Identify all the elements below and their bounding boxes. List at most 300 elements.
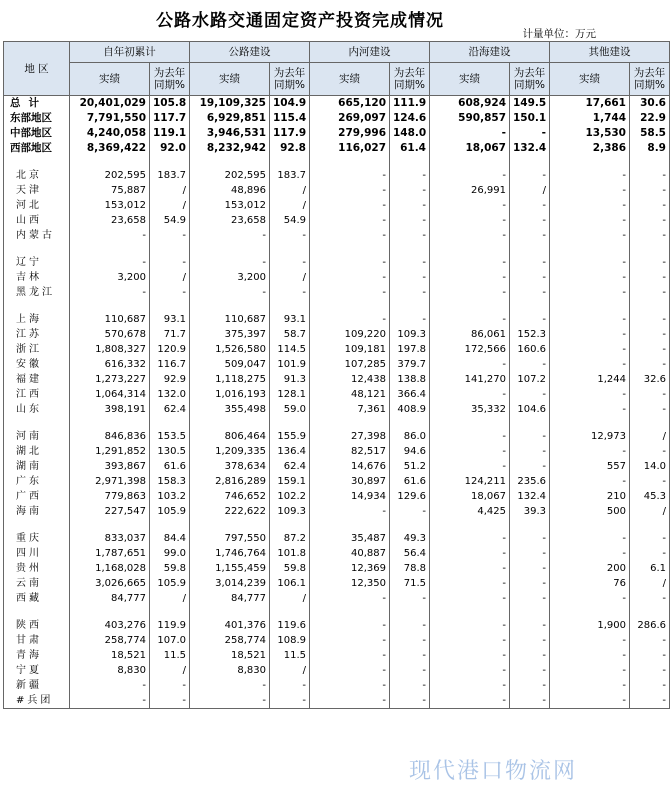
table-cell: 806,464 [190, 429, 270, 444]
table-cell: - [310, 591, 390, 606]
region-name: 广东 [4, 474, 70, 489]
table-cell: 61.4 [390, 141, 430, 156]
table-cell: 30.6 [630, 96, 670, 112]
table-cell: - [310, 504, 390, 519]
table-cell: - [510, 255, 550, 270]
table-cell: - [510, 312, 550, 327]
table-cell: 1,746,764 [190, 546, 270, 561]
table-cell: - [550, 168, 630, 183]
table-cell: 92.9 [150, 372, 190, 387]
region-name: 陕西 [4, 618, 70, 633]
table-cell: 149.5 [510, 96, 550, 112]
table-cell: - [390, 312, 430, 327]
table-cell: - [270, 285, 310, 300]
table-cell: 403,276 [70, 618, 150, 633]
table-cell: 1,016,193 [190, 387, 270, 402]
table-cell: - [510, 663, 550, 678]
table-cell: / [630, 576, 670, 591]
table-cell: 12,973 [550, 429, 630, 444]
table-cell: - [550, 693, 630, 709]
table-cell: 158.3 [150, 474, 190, 489]
table-cell: 35,332 [430, 402, 510, 417]
table-cell: 141,270 [430, 372, 510, 387]
table-cell: - [390, 198, 430, 213]
table-cell: - [630, 228, 670, 243]
table-cell: - [190, 285, 270, 300]
region-name: 重庆 [4, 531, 70, 546]
table-cell: 6,929,851 [190, 111, 270, 126]
table-row [4, 561, 670, 576]
table-cell: 32.6 [630, 372, 670, 387]
table-cell: - [310, 693, 390, 709]
table-cell: - [510, 168, 550, 183]
region-name: 辽宁 [4, 255, 70, 270]
table-cell: 101.8 [270, 546, 310, 561]
table-cell: - [550, 633, 630, 648]
table-cell: - [390, 168, 430, 183]
table-cell: 105.9 [150, 504, 190, 519]
table-cell: - [390, 618, 430, 633]
table-cell: 39.3 [510, 504, 550, 519]
table-cell: - [190, 255, 270, 270]
table-cell: - [430, 444, 510, 459]
table-cell: 86,061 [430, 327, 510, 342]
table-cell: - [310, 168, 390, 183]
table-cell: 8.9 [630, 141, 670, 156]
table-row [4, 546, 670, 561]
table-cell: - [310, 633, 390, 648]
region-name: #兵团 [4, 693, 70, 709]
table-cell: 110,687 [190, 312, 270, 327]
table-cell: - [430, 546, 510, 561]
table-cell: - [630, 591, 670, 606]
table-row [4, 270, 670, 285]
table-row [4, 255, 670, 270]
table-cell: 82,517 [310, 444, 390, 459]
table-row [4, 372, 670, 387]
ratio-header: 为去年同期% [150, 63, 190, 96]
table-cell: / [510, 183, 550, 198]
table-cell: / [270, 663, 310, 678]
ratio-header: 为去年同期% [510, 63, 550, 96]
table-cell: 129.6 [390, 489, 430, 504]
table-cell: - [430, 228, 510, 243]
region-name: 内蒙古 [4, 228, 70, 243]
table-cell: - [70, 255, 150, 270]
table-cell: 105.8 [150, 96, 190, 112]
actual-header: 实绩 [430, 63, 510, 96]
table-cell: 258,774 [190, 633, 270, 648]
table-cell: - [70, 693, 150, 709]
table-cell: 1,244 [550, 372, 630, 387]
table-row [4, 357, 670, 372]
table-cell: 136.4 [270, 444, 310, 459]
region-name: 山西 [4, 213, 70, 228]
table-cell: - [310, 255, 390, 270]
table-cell: 119.1 [150, 126, 190, 141]
table-cell: 51.2 [390, 459, 430, 474]
table-body [4, 96, 670, 709]
table-cell: 408.9 [390, 402, 430, 417]
region-name: 中部地区 [4, 126, 70, 141]
table-cell: 11.5 [150, 648, 190, 663]
table-row [4, 474, 670, 489]
table-cell: 92.8 [270, 141, 310, 156]
table-cell: 3,200 [70, 270, 150, 285]
ratio-header: 为去年同期% [270, 63, 310, 96]
table-cell: 7,791,550 [70, 111, 150, 126]
table-cell: 2,816,289 [190, 474, 270, 489]
table-cell: / [150, 198, 190, 213]
table-cell: - [510, 198, 550, 213]
table-row [4, 504, 670, 519]
table-cell: 62.4 [150, 402, 190, 417]
table-cell: 14,934 [310, 489, 390, 504]
table-cell: 76 [550, 576, 630, 591]
table-cell: - [310, 183, 390, 198]
table-cell: - [70, 285, 150, 300]
table-cell: 109,181 [310, 342, 390, 357]
table-cell: - [430, 429, 510, 444]
table-cell: - [630, 312, 670, 327]
table-cell: - [630, 648, 670, 663]
table-cell: / [270, 183, 310, 198]
table-cell: - [150, 255, 190, 270]
region-name: 云南 [4, 576, 70, 591]
table-row [4, 198, 670, 213]
spacer-row [4, 300, 670, 312]
table-cell: - [550, 531, 630, 546]
table-cell: - [430, 591, 510, 606]
table-cell: 227,547 [70, 504, 150, 519]
table-cell: - [310, 228, 390, 243]
region-name: 总计 [4, 96, 70, 112]
table-cell: 6.1 [630, 561, 670, 576]
group-header-highway: 公路建设 [190, 42, 310, 63]
table-cell: - [630, 546, 670, 561]
table-cell: - [310, 678, 390, 693]
table-cell: 509,047 [190, 357, 270, 372]
table-cell: - [430, 576, 510, 591]
table-cell: - [630, 387, 670, 402]
spacer-row [4, 606, 670, 618]
table-cell: - [550, 546, 630, 561]
table-cell: 91.3 [270, 372, 310, 387]
table-cell: - [150, 285, 190, 300]
region-name: 湖北 [4, 444, 70, 459]
investment-table [3, 41, 670, 709]
table-cell: - [630, 531, 670, 546]
table-cell: 22.9 [630, 111, 670, 126]
region-name: 安徽 [4, 357, 70, 372]
table-cell: - [390, 663, 430, 678]
table-cell: - [550, 591, 630, 606]
table-cell: 12,438 [310, 372, 390, 387]
table-cell: 210 [550, 489, 630, 504]
table-cell: - [510, 546, 550, 561]
table-cell: - [630, 444, 670, 459]
table-cell: / [150, 663, 190, 678]
table-row [4, 678, 670, 693]
table-cell: - [630, 198, 670, 213]
table-cell: - [270, 678, 310, 693]
table-cell: 75,887 [70, 183, 150, 198]
table-cell: / [270, 270, 310, 285]
table-cell: 26,991 [430, 183, 510, 198]
region-name: 河北 [4, 198, 70, 213]
table-cell: 160.6 [510, 342, 550, 357]
region-name: 甘肃 [4, 633, 70, 648]
table-cell: 107.2 [510, 372, 550, 387]
region-name: 福建 [4, 372, 70, 387]
table-cell: 18,521 [70, 648, 150, 663]
table-cell: 117.9 [270, 126, 310, 141]
table-cell: / [150, 183, 190, 198]
table-cell: - [310, 270, 390, 285]
table-cell: - [510, 270, 550, 285]
table-cell: 1,209,335 [190, 444, 270, 459]
table-row [4, 141, 670, 156]
table-cell: 1,168,028 [70, 561, 150, 576]
table-cell: - [310, 213, 390, 228]
table-cell: 108.9 [270, 633, 310, 648]
table-cell: 54.9 [270, 213, 310, 228]
table-row [4, 444, 670, 459]
table-cell: - [630, 342, 670, 357]
table-row [4, 327, 670, 342]
table-cell: 378,634 [190, 459, 270, 474]
table-cell: - [550, 663, 630, 678]
table-row [4, 459, 670, 474]
table-cell: 102.2 [270, 489, 310, 504]
table-row [4, 693, 670, 709]
table-cell: 12,350 [310, 576, 390, 591]
table-cell: 8,232,942 [190, 141, 270, 156]
actual-header: 实绩 [70, 63, 150, 96]
table-cell: 665,120 [310, 96, 390, 112]
table-cell: - [430, 357, 510, 372]
table-cell: 49.3 [390, 531, 430, 546]
table-cell: 11.5 [270, 648, 310, 663]
table-cell: 124,211 [430, 474, 510, 489]
table-cell: 48,121 [310, 387, 390, 402]
table-cell: 93.1 [150, 312, 190, 327]
table-row [4, 576, 670, 591]
table-cell: - [190, 678, 270, 693]
table-cell: 110,687 [70, 312, 150, 327]
table-cell: 616,332 [70, 357, 150, 372]
table-cell: 279,996 [310, 126, 390, 141]
table-cell: 148.0 [390, 126, 430, 141]
table-cell: - [550, 327, 630, 342]
table-cell: - [550, 228, 630, 243]
table-cell: - [430, 648, 510, 663]
table-row [4, 111, 670, 126]
region-name: 四川 [4, 546, 70, 561]
table-cell: - [150, 228, 190, 243]
table-cell: 128.1 [270, 387, 310, 402]
table-cell: - [430, 459, 510, 474]
table-cell: - [550, 474, 630, 489]
table-cell: 2,971,398 [70, 474, 150, 489]
table-cell: - [390, 228, 430, 243]
table-cell: 1,064,314 [70, 387, 150, 402]
table-row [4, 387, 670, 402]
table-row [4, 342, 670, 357]
table-row [4, 126, 670, 141]
table-cell: 109.3 [270, 504, 310, 519]
table-cell: - [430, 198, 510, 213]
table-cell: 20,401,029 [70, 96, 150, 112]
table-cell: 104.9 [270, 96, 310, 112]
table-cell: 59.0 [270, 402, 310, 417]
table-cell: - [310, 285, 390, 300]
table-row [4, 591, 670, 606]
spacer-row [4, 519, 670, 531]
table-cell: - [510, 576, 550, 591]
table-cell: - [630, 402, 670, 417]
table-cell: - [390, 285, 430, 300]
region-name: 宁夏 [4, 663, 70, 678]
table-cell: - [390, 591, 430, 606]
table-cell: 590,857 [430, 111, 510, 126]
table-cell: 608,924 [430, 96, 510, 112]
table-cell: - [510, 561, 550, 576]
table-cell: - [550, 270, 630, 285]
table-cell: - [510, 693, 550, 709]
table-cell: 40,887 [310, 546, 390, 561]
table-cell: - [310, 648, 390, 663]
table-cell: - [550, 255, 630, 270]
table-cell: 1,291,852 [70, 444, 150, 459]
region-name: 天津 [4, 183, 70, 198]
region-name: 海南 [4, 504, 70, 519]
table-cell: 87.2 [270, 531, 310, 546]
table-cell: 570,678 [70, 327, 150, 342]
table-cell: 150.1 [510, 111, 550, 126]
table-cell: / [150, 270, 190, 285]
actual-header: 实绩 [550, 63, 630, 96]
table-cell: 500 [550, 504, 630, 519]
group-header-inland: 内河建设 [310, 42, 430, 63]
table-cell: 56.4 [390, 546, 430, 561]
table-cell: 104.6 [510, 402, 550, 417]
region-name: 浙江 [4, 342, 70, 357]
table-cell: 84,777 [70, 591, 150, 606]
region-name: 北京 [4, 168, 70, 183]
table-cell: 61.6 [150, 459, 190, 474]
table-cell: 86.0 [390, 429, 430, 444]
table-cell: - [430, 678, 510, 693]
region-name: 山东 [4, 402, 70, 417]
table-row [4, 312, 670, 327]
region-header: 地 区 [4, 42, 70, 96]
table-cell: 3,946,531 [190, 126, 270, 141]
table-cell: 222,622 [190, 504, 270, 519]
table-cell: - [550, 312, 630, 327]
table-cell: - [310, 663, 390, 678]
table-cell: - [390, 633, 430, 648]
table-cell: - [550, 444, 630, 459]
table-cell: 797,550 [190, 531, 270, 546]
table-cell: 153.5 [150, 429, 190, 444]
table-cell: - [430, 270, 510, 285]
table-cell: 119.9 [150, 618, 190, 633]
region-name: 广西 [4, 489, 70, 504]
table-cell: 13,530 [550, 126, 630, 141]
table-cell: / [630, 504, 670, 519]
table-cell: - [510, 591, 550, 606]
table-cell: - [430, 618, 510, 633]
table-cell: - [390, 693, 430, 709]
table-cell: 114.5 [270, 342, 310, 357]
table-cell: 14,676 [310, 459, 390, 474]
table-cell: - [630, 270, 670, 285]
table-cell: - [510, 213, 550, 228]
table-cell: 12,369 [310, 561, 390, 576]
group-header-ytd: 自年初累计 [70, 42, 190, 63]
table-cell: - [70, 228, 150, 243]
table-cell: - [150, 693, 190, 709]
table-cell: 1,155,459 [190, 561, 270, 576]
table-row [4, 402, 670, 417]
table-cell: - [550, 357, 630, 372]
table-cell: 116.7 [150, 357, 190, 372]
table-cell: 117.7 [150, 111, 190, 126]
table-cell: 124.6 [390, 111, 430, 126]
ratio-header: 为去年同期% [630, 63, 670, 96]
spacer-row [4, 243, 670, 255]
table-cell: - [550, 387, 630, 402]
table-cell: 1,273,227 [70, 372, 150, 387]
table-row [4, 429, 670, 444]
table-cell: - [630, 678, 670, 693]
table-cell: 200 [550, 561, 630, 576]
table-cell: - [630, 663, 670, 678]
table-cell: 155.9 [270, 429, 310, 444]
table-cell: - [70, 678, 150, 693]
group-header-coastal: 沿海建设 [430, 42, 550, 63]
table-cell: - [430, 312, 510, 327]
table-cell: - [510, 531, 550, 546]
table-cell: 1,808,327 [70, 342, 150, 357]
table-cell: 18,521 [190, 648, 270, 663]
table-cell: - [550, 342, 630, 357]
table-cell: - [510, 618, 550, 633]
table-cell: 99.0 [150, 546, 190, 561]
table-cell: 379.7 [390, 357, 430, 372]
table-cell: - [190, 693, 270, 709]
table-cell: 3,014,239 [190, 576, 270, 591]
table-cell: - [510, 357, 550, 372]
table-cell: - [390, 678, 430, 693]
table-cell: 23,658 [190, 213, 270, 228]
table-cell: 71.5 [390, 576, 430, 591]
table-cell: 107,285 [310, 357, 390, 372]
table-cell: - [430, 255, 510, 270]
table-cell: 61.6 [390, 474, 430, 489]
table-cell: 111.9 [390, 96, 430, 112]
table-cell: - [630, 183, 670, 198]
table-cell: 159.1 [270, 474, 310, 489]
table-cell: - [630, 168, 670, 183]
table-cell: - [630, 633, 670, 648]
actual-header: 实绩 [190, 63, 270, 96]
region-name: 西部地区 [4, 141, 70, 156]
table-cell: 398,191 [70, 402, 150, 417]
table-cell: 153,012 [190, 198, 270, 213]
table-cell: 8,830 [190, 663, 270, 678]
